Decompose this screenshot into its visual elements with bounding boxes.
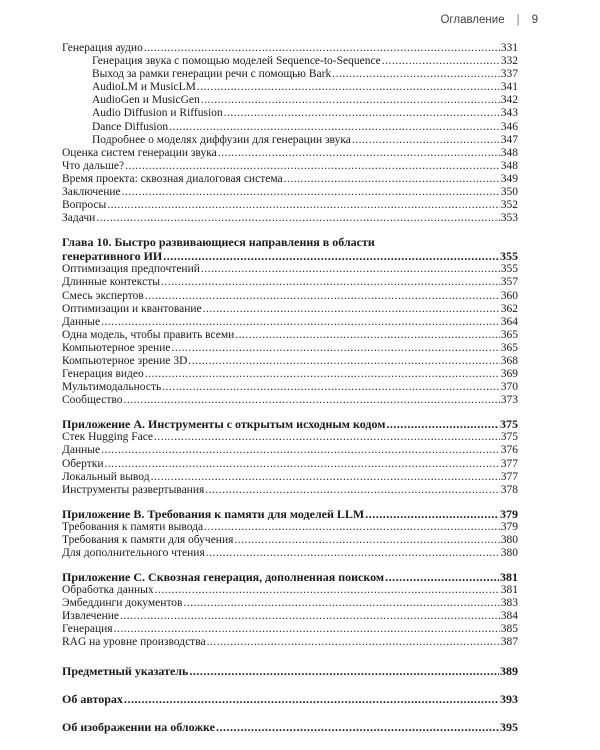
toc-entry: Данные ..... 376 <box>62 444 518 457</box>
index-heading: Предметный указатель ..... 389 <box>62 664 518 678</box>
toc-entry: Сообщество ..... 373 <box>62 394 518 407</box>
toc-entry: Генерация звука с помощью моделей Sequence-to-Sequence ..... 332 <box>62 55 518 68</box>
toc-entry: Генерация аудио ..... 331 <box>62 42 518 55</box>
appendix-a-heading: Приложение А. Инструменты с открытым исходным кодом ..... 375 <box>62 417 518 431</box>
toc-entry: Компьютерное зрение ..... 365 <box>62 342 518 355</box>
header-section-title: Оглавление <box>440 14 505 26</box>
about-authors-heading: Об авторах ..... 393 <box>62 692 518 706</box>
toc-entry: Одна модель, чтобы править всеми ..... 365 <box>62 329 518 342</box>
toc-entry: RAG на уровне производства ..... 387 <box>62 636 518 649</box>
toc-entry: Заключение ..... 350 <box>62 186 518 199</box>
toc-entry: Dance Diffusion ..... 346 <box>62 121 518 134</box>
toc-entry: Смесь экспертов ..... 360 <box>62 290 518 303</box>
header-page-number: 9 <box>531 14 538 26</box>
chapter-10-heading: генеративного ИИ ..... 355 <box>62 249 518 263</box>
toc-entry: Инструменты развертывания ..... 378 <box>62 484 518 497</box>
toc-entry: Эмбеддинги документов ..... 383 <box>62 597 518 610</box>
chapter-10-title-line1: Глава 10. Быстро развивающиеся направления в области <box>62 235 375 250</box>
header-separator: | <box>516 14 520 26</box>
toc-entry: Обработка данных ..... 381 <box>62 584 518 597</box>
toc-entry: Обертки ..... 377 <box>62 458 518 471</box>
toc-entry: Время проекта: сквозная диалоговая система ..... 349 <box>62 173 518 186</box>
toc-entry: AudioGen и MusicGen ..... 342 <box>62 94 518 107</box>
toc-entry: AudioLM и MusicLM ..... 341 <box>62 81 518 94</box>
toc-entry: Выход за рамки генерации речи с помощью Bark ..... 337 <box>62 68 518 81</box>
table-of-contents <box>62 42 518 734</box>
toc-entry: Подробнее о моделях диффузии для генерации звука ..... 347 <box>62 134 518 147</box>
toc-entry: Генерация ..... 385 <box>62 623 518 636</box>
toc-entry: Данные ..... 364 <box>62 316 518 329</box>
cover-image-heading: Об изображении на обложке ..... 395 <box>62 720 518 734</box>
toc-entry: Извлечение ..... 384 <box>62 610 518 623</box>
toc-entry: Audio Diffusion и Riffusion ..... 343 <box>62 107 518 120</box>
toc-entry: Оценка систем генерации звука ..... 348 <box>62 147 518 160</box>
toc-entry: Вопросы ..... 352 <box>62 199 518 212</box>
toc-entry: Мультимодальность ..... 370 <box>62 381 518 394</box>
toc-entry: Оптимизации и квантование ..... 362 <box>62 303 518 316</box>
toc-entry: Требования к памяти вывода ..... 379 <box>62 521 518 534</box>
toc-entry: Генерация видео ..... 369 <box>62 368 518 381</box>
toc-entry: Для дополнительного чтения ..... 380 <box>62 547 518 560</box>
appendix-c-heading: Приложение С. Сквозная генерация, дополненная поиском ..... 381 <box>62 570 518 584</box>
running-header <box>440 14 538 26</box>
appendix-b-heading: Приложение В. Требования к памяти для моделей LLM ..... 379 <box>62 507 518 521</box>
toc-entry: Оптимизация предпочтений ..... 355 <box>62 263 518 276</box>
toc-entry: Задачи ..... 353 <box>62 212 518 225</box>
toc-entry: Стек Hugging Face ..... 375 <box>62 431 518 444</box>
toc-entry: Локальный вывод ..... 377 <box>62 471 518 484</box>
toc-entry: Требования к памяти для обучения ..... 380 <box>62 534 518 547</box>
toc-entry: Что дальше? ..... 348 <box>62 160 518 173</box>
toc-entry: Длинные контексты ..... 357 <box>62 276 518 289</box>
toc-entry: Компьютерное зрение 3D ..... 368 <box>62 355 518 368</box>
